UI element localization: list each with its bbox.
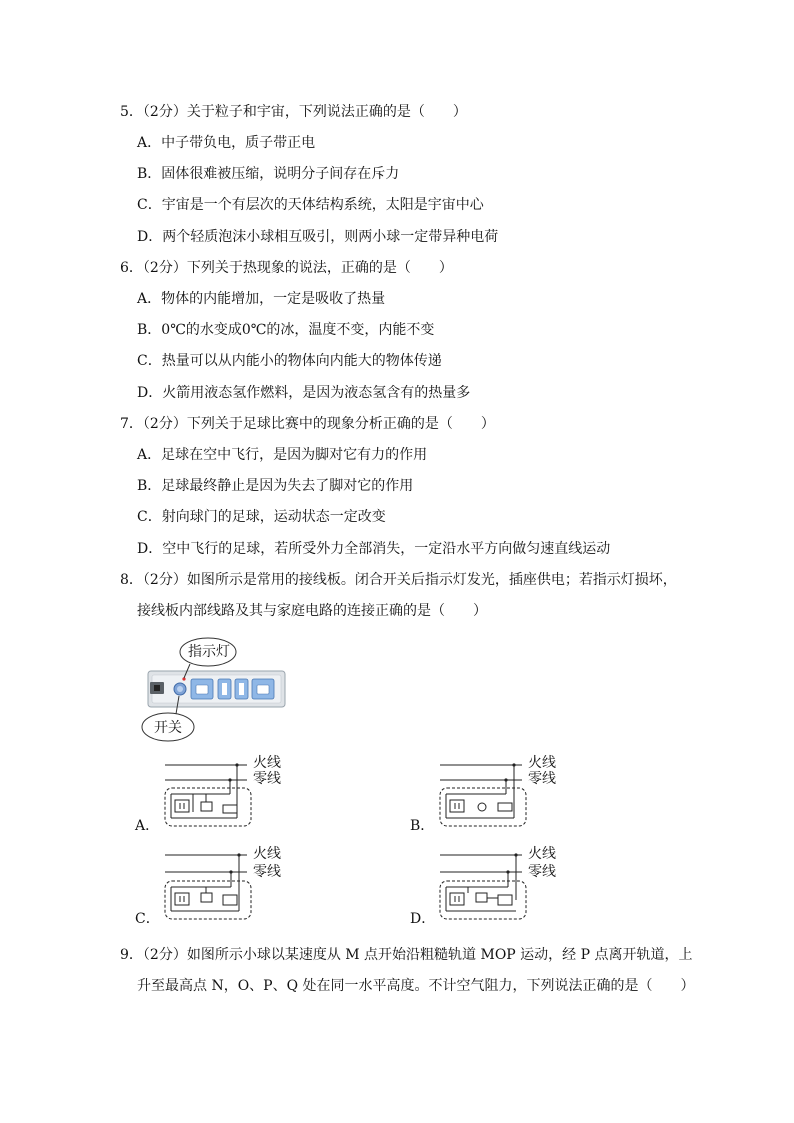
- question-6-stem: 6．（2分）下列关于热现象的说法，正确的是（ ）: [120, 260, 453, 276]
- choice-c-live-label: 火线: [253, 846, 281, 862]
- question-5-option-a: A．中子带负电，质子带正电: [137, 135, 316, 151]
- question-9-stem: 9．（2分）如图所示小球以某速度从 M 点开始沿粗糙轨道 MOP 运动，经 P 点离开轨道，上: [120, 947, 693, 963]
- circuit-choice-a: [135, 750, 295, 835]
- choice-d-neutral-label: 零线: [528, 864, 556, 880]
- question-8-stem: 8．（2分）如图所示是常用的接线板。闭合开关后指示灯发光，插座供电；若指示灯损坏，: [120, 572, 677, 588]
- question-7-option-a: A．足球在空中飞行，是因为脚对它有力的作用: [137, 447, 428, 463]
- question-6-option-b: B．0℃的水变成0℃的冰，温度不变，内能不变: [137, 322, 435, 338]
- question-6-option-a: A．物体的内能增加，一定是吸收了热量: [137, 291, 386, 307]
- question-7-option-c: C．射向球门的足球，运动状态一定改变: [137, 509, 386, 525]
- choice-b-neutral-label: 零线: [528, 771, 556, 787]
- question-7-option-d: D．空中飞行的足球，若所受外力全部消失，一定沿水平方向做匀速直线运动: [137, 541, 611, 557]
- circuit-choice-b: [410, 750, 570, 835]
- choice-a-neutral-label: 零线: [253, 771, 281, 787]
- choice-d-live-label: 火线: [528, 846, 556, 862]
- question-9-stem-continued: 升至最高点 N，O、P、Q 处在同一水平高度。不计空气阻力，下列说法正确的是（ ）: [137, 978, 695, 994]
- question-5-option-b: B．固体很难被压缩，说明分子间存在斥力: [137, 166, 400, 182]
- question-5-option-c: C．宇宙是一个有层次的天体结构系统，太阳是宇宙中心: [137, 197, 484, 213]
- question-6-option-c: C．热量可以从内能小的物体向内能大的物体传递: [137, 353, 442, 369]
- choice-a-letter: A．: [135, 818, 160, 834]
- question-6-option-d: D．火箭用液态氢作燃料，是因为液态氢含有的热量多: [137, 385, 471, 401]
- question-5-stem: 5．（2分）关于粒子和宇宙，下列说法正确的是（ ）: [120, 104, 467, 120]
- indicator-light-label: 指示灯: [188, 644, 230, 660]
- choice-c-letter: C．: [135, 911, 160, 927]
- choice-c-neutral-label: 零线: [253, 864, 281, 880]
- choice-b-letter: B．: [410, 818, 435, 834]
- choice-d-letter: D．: [410, 911, 436, 927]
- question-5-option-d: D．两个轻质泡沫小球相互吸引，则两小球一定带异种电荷: [137, 229, 499, 245]
- question-7-stem: 7．（2分）下列关于足球比赛中的现象分析正确的是（ ）: [120, 416, 495, 432]
- question-8-stem-continued: 接线板内部线路及其与家庭电路的连接正确的是（ ）: [137, 603, 487, 619]
- question-7-option-b: B．足球最终静止是因为失去了脚对它的作用: [137, 478, 414, 494]
- circuit-choice-c: [135, 843, 295, 928]
- power-strip-figure: [140, 635, 300, 745]
- choice-b-live-label: 火线: [528, 755, 556, 771]
- circuit-choice-d: [410, 843, 570, 928]
- switch-label: 开关: [154, 720, 182, 736]
- choice-a-live-label: 火线: [253, 755, 281, 771]
